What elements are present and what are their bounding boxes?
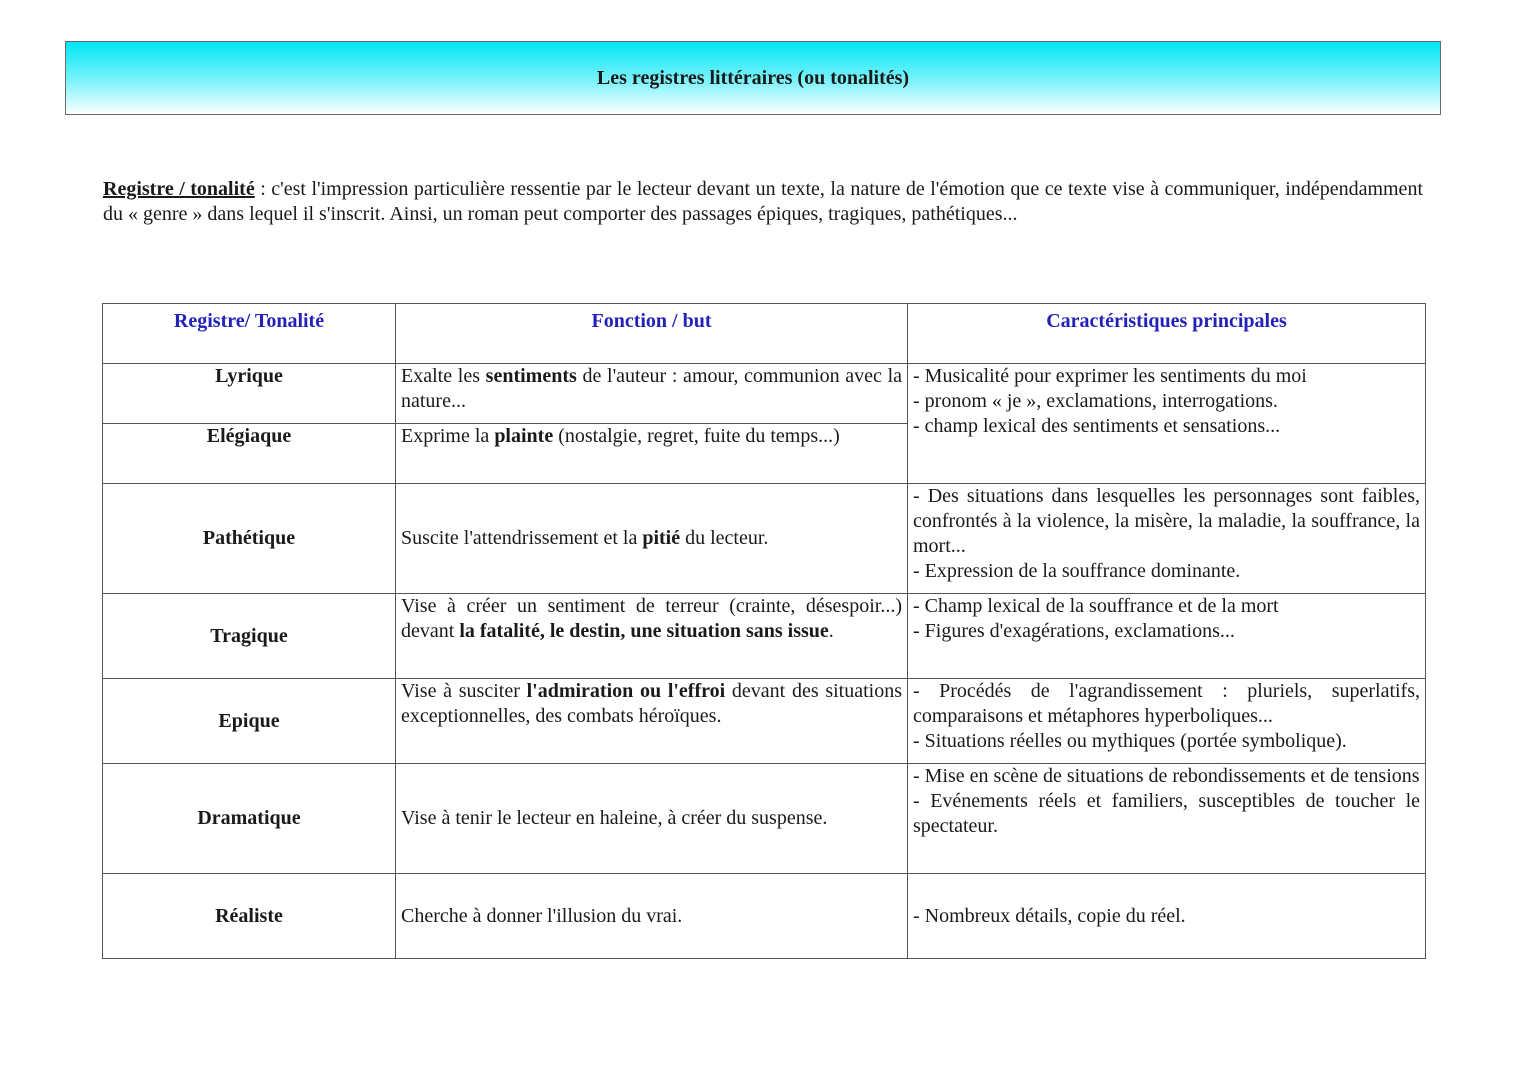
table-row — [103, 484, 1426, 594]
register-function: Vise à créer un sentiment de terreur (crainte, désespoir...) devant la fatalité, le destin, une situation sans issue. — [396, 594, 908, 679]
table-row — [103, 764, 1426, 874]
register-characteristics: - Des situations dans lesquelles les personnages sont faibles, confrontés à la violence, la misère, la maladie, la souffrance, la mort... - Expression de la souffrance dominante. — [908, 484, 1426, 594]
register-function: Vise à susciter l'admiration ou l'effroi devant des situations exceptionnelles, des combats héroïques. — [396, 679, 908, 764]
table-row — [103, 364, 1426, 424]
register-function: Vise à tenir le lecteur en haleine, à créer du suspense. — [396, 764, 908, 874]
register-name: Pathétique — [103, 484, 396, 594]
intro-text: : c'est l'impression particulière ressentie par le lecteur devant un texte, la nature de l'émotion que ce texte vise à communiquer, indépendamment du « genre » dans lequel il s'inscrit. Ainsi, un roman peut comporter des passages épiques, tragiques, pathétiques... — [103, 178, 1423, 225]
register-characteristics: - Nombreux détails, copie du réel. — [908, 874, 1426, 959]
register-characteristics: - Champ lexical de la souffrance et de la mort - Figures d'exagérations, exclamations... — [908, 594, 1426, 679]
register-function: Cherche à donner l'illusion du vrai. — [396, 874, 908, 959]
table-row — [103, 679, 1426, 764]
header-fonction: Fonction / but — [396, 304, 908, 364]
register-name: Epique — [103, 679, 396, 764]
table-row — [103, 594, 1426, 679]
register-characteristics: - Mise en scène de situations de rebondissements et de tensions - Evénements réels et familiers, susceptibles de toucher le spectateur. — [908, 764, 1426, 874]
title-banner — [65, 41, 1441, 115]
registers-table — [102, 303, 1426, 959]
register-characteristics: - Musicalité pour exprimer les sentiments du moi - pronom « je », exclamations, interrogations. - champ lexical des sentiments et sensations... — [908, 364, 1426, 484]
header-caracteristiques: Caractéristiques principales — [908, 304, 1426, 364]
table-header-row — [103, 304, 1426, 364]
register-name: Réaliste — [103, 874, 396, 959]
register-name: Dramatique — [103, 764, 396, 874]
register-function: Exalte les sentiments de l'auteur : amour, communion avec la nature... — [396, 364, 908, 424]
intro-paragraph — [103, 177, 1423, 227]
register-function: Suscite l'attendrissement et la pitié du lecteur. — [396, 484, 908, 594]
header-registre: Registre/ Tonalité — [103, 304, 396, 364]
register-characteristics: - Procédés de l'agrandissement : pluriels, superlatifs, comparaisons et métaphores hyperboliques... - Situations réelles ou mythiques (portée symbolique). — [908, 679, 1426, 764]
table-row — [103, 874, 1426, 959]
register-name: Lyrique — [103, 364, 396, 424]
register-function: Exprime la plainte (nostalgie, regret, fuite du temps...) — [396, 424, 908, 484]
register-name: Tragique — [103, 594, 396, 679]
page-title: Les registres littéraires (ou tonalités) — [596, 66, 910, 89]
register-name: Elégiaque — [103, 424, 396, 484]
intro-term: Registre / tonalité — [103, 178, 255, 200]
